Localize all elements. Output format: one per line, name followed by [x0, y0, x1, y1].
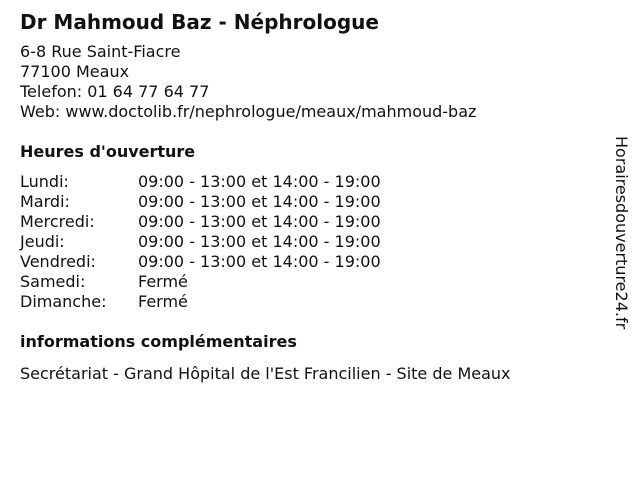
hours-row [20, 292, 381, 312]
time-value: 09:00 - 13:00 et 14:00 - 19:00 [138, 252, 381, 271]
hours-row [20, 252, 381, 272]
hours-heading: Heures d'ouverture [20, 142, 196, 161]
time-value: 09:00 - 13:00 et 14:00 - 19:00 [138, 172, 381, 191]
hours-row [20, 212, 381, 232]
time-value: Fermé [138, 292, 188, 311]
info-heading: informations complémentaires [20, 332, 297, 351]
practice-card [20, 8, 600, 384]
day-label: Dimanche: [20, 292, 107, 311]
site-watermark: Horairesdouverture24.fr [612, 136, 631, 330]
time-value: 09:00 - 13:00 et 14:00 - 19:00 [138, 212, 381, 231]
day-label: Jeudi: [20, 232, 65, 251]
hours-row [20, 172, 381, 192]
address-street: 6-8 Rue Saint-Fiacre [20, 42, 181, 61]
info-text: Secrétariat - Grand Hôpital de l'Est Francilien - Site de Meaux [20, 364, 511, 383]
time-value: 09:00 - 13:00 et 14:00 - 19:00 [138, 232, 381, 251]
day-label: Lundi: [20, 172, 69, 191]
day-label: Mercredi: [20, 212, 95, 231]
hours-row [20, 272, 381, 292]
day-label: Mardi: [20, 192, 70, 211]
hours-table [20, 172, 381, 312]
address-city: 77100 Meaux [20, 62, 130, 81]
day-label: Vendredi: [20, 252, 96, 271]
day-label: Samedi: [20, 272, 86, 291]
phone-text: Telefon: 01 64 77 64 77 [20, 82, 210, 101]
time-value: 09:00 - 13:00 et 14:00 - 19:00 [138, 192, 381, 211]
page-title: Dr Mahmoud Baz - Néphrologue [20, 10, 379, 34]
time-value: Fermé [138, 272, 188, 291]
hours-row [20, 232, 381, 252]
hours-row [20, 192, 381, 212]
website-text: Web: www.doctolib.fr/nephrologue/meaux/mahmoud-baz [20, 102, 477, 121]
